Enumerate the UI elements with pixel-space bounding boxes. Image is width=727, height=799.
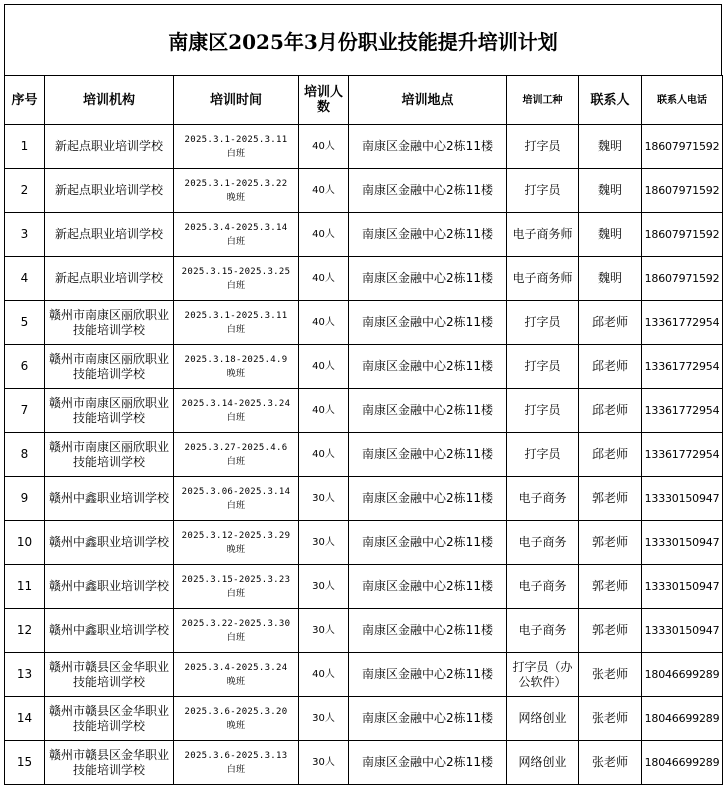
table-row xyxy=(5,169,723,213)
cell-org: 赣州市南康区丽欣职业技能培训学校 xyxy=(45,301,174,345)
table-row xyxy=(5,609,723,653)
cell-location: 南康区金融中心2栋11楼 xyxy=(349,345,507,389)
cell-phone: 13361772954 xyxy=(642,301,723,345)
training-plan-table xyxy=(4,75,723,785)
cell-time xyxy=(174,477,299,521)
cell-location: 南康区金融中心2栋11楼 xyxy=(349,433,507,477)
time-range: 2025.3.12-2025.3.29 xyxy=(181,530,291,541)
time-shift: 白班 xyxy=(226,588,246,599)
table-row xyxy=(5,213,723,257)
cell-type: 打字员 xyxy=(507,169,579,213)
cell-phone: 13330150947 xyxy=(642,609,723,653)
table-row xyxy=(5,125,723,169)
time-shift: 白班 xyxy=(226,764,246,775)
cell-type: 打字员（办公软件） xyxy=(507,653,579,697)
cell-seq: 3 xyxy=(5,213,45,257)
cell-type: 打字员 xyxy=(507,125,579,169)
time-range: 2025.3.18-2025.4.9 xyxy=(184,354,288,365)
cell-org: 新起点职业培训学校 xyxy=(45,125,174,169)
cell-contact: 张老师 xyxy=(579,741,642,785)
cell-org: 赣州中鑫职业培训学校 xyxy=(45,609,174,653)
header-phone: 联系人电话 xyxy=(642,76,723,125)
cell-type: 电子商务 xyxy=(507,521,579,565)
cell-location: 南康区金融中心2栋11楼 xyxy=(349,697,507,741)
cell-contact: 郭老师 xyxy=(579,565,642,609)
cell-time xyxy=(174,213,299,257)
cell-contact: 张老师 xyxy=(579,697,642,741)
table-row xyxy=(5,301,723,345)
cell-org: 赣州市南康区丽欣职业技能培训学校 xyxy=(45,433,174,477)
header-org: 培训机构 xyxy=(45,76,174,125)
cell-time xyxy=(174,433,299,477)
header-location: 培训地点 xyxy=(349,76,507,125)
cell-seq: 13 xyxy=(5,653,45,697)
cell-type: 网络创业 xyxy=(507,697,579,741)
cell-contact: 魏明 xyxy=(579,257,642,301)
cell-location: 南康区金融中心2栋11楼 xyxy=(349,389,507,433)
cell-phone: 13330150947 xyxy=(642,477,723,521)
cell-time xyxy=(174,653,299,697)
cell-org: 新起点职业培训学校 xyxy=(45,257,174,301)
cell-seq: 7 xyxy=(5,389,45,433)
cell-people: 40人 xyxy=(299,213,349,257)
table-body xyxy=(5,125,723,785)
cell-location: 南康区金融中心2栋11楼 xyxy=(349,565,507,609)
cell-contact: 魏明 xyxy=(579,213,642,257)
time-range: 2025.3.15-2025.3.25 xyxy=(181,266,291,277)
time-range: 2025.3.15-2025.3.23 xyxy=(181,574,291,585)
time-range: 2025.3.4-2025.3.24 xyxy=(184,662,288,673)
time-shift: 晚班 xyxy=(226,676,246,687)
cell-seq: 1 xyxy=(5,125,45,169)
cell-org: 赣州中鑫职业培训学校 xyxy=(45,565,174,609)
cell-phone: 18607971592 xyxy=(642,125,723,169)
cell-people: 30人 xyxy=(299,521,349,565)
time-shift: 晚班 xyxy=(226,192,246,203)
cell-location: 南康区金融中心2栋11楼 xyxy=(349,521,507,565)
time-shift: 白班 xyxy=(226,456,246,467)
time-shift: 晚班 xyxy=(226,720,246,731)
cell-phone: 18046699289 xyxy=(642,653,723,697)
cell-seq: 5 xyxy=(5,301,45,345)
time-shift: 白班 xyxy=(226,632,246,643)
cell-location: 南康区金融中心2栋11楼 xyxy=(349,257,507,301)
cell-seq: 6 xyxy=(5,345,45,389)
cell-phone: 13361772954 xyxy=(642,389,723,433)
cell-org: 赣州市赣县区金华职业技能培训学校 xyxy=(45,653,174,697)
table-row xyxy=(5,741,723,785)
cell-org: 新起点职业培训学校 xyxy=(45,213,174,257)
cell-people: 30人 xyxy=(299,477,349,521)
cell-people: 30人 xyxy=(299,565,349,609)
table-row xyxy=(5,697,723,741)
cell-time xyxy=(174,521,299,565)
time-shift: 白班 xyxy=(226,500,246,511)
time-shift: 白班 xyxy=(226,148,246,159)
time-shift: 白班 xyxy=(226,236,246,247)
header-time: 培训时间 xyxy=(174,76,299,125)
page-title: 南康区2025年3月份职业技能提升培训计划 xyxy=(4,4,722,75)
cell-type: 打字员 xyxy=(507,345,579,389)
cell-phone: 13330150947 xyxy=(642,565,723,609)
cell-time xyxy=(174,169,299,213)
cell-contact: 张老师 xyxy=(579,653,642,697)
cell-type: 电子商务 xyxy=(507,609,579,653)
cell-location: 南康区金融中心2栋11楼 xyxy=(349,609,507,653)
cell-phone: 18046699289 xyxy=(642,741,723,785)
cell-phone: 18607971592 xyxy=(642,213,723,257)
cell-seq: 14 xyxy=(5,697,45,741)
cell-phone: 13361772954 xyxy=(642,433,723,477)
cell-seq: 4 xyxy=(5,257,45,301)
time-range: 2025.3.1-2025.3.11 xyxy=(184,310,288,321)
cell-time xyxy=(174,609,299,653)
cell-people: 40人 xyxy=(299,169,349,213)
cell-people: 40人 xyxy=(299,301,349,345)
table-row xyxy=(5,389,723,433)
cell-org: 赣州中鑫职业培训学校 xyxy=(45,477,174,521)
cell-location: 南康区金融中心2栋11楼 xyxy=(349,169,507,213)
cell-time xyxy=(174,565,299,609)
time-range: 2025.3.6-2025.3.20 xyxy=(184,706,288,717)
cell-people: 30人 xyxy=(299,741,349,785)
time-range: 2025.3.4-2025.3.14 xyxy=(184,222,288,233)
cell-people: 30人 xyxy=(299,697,349,741)
time-range: 2025.3.1-2025.3.22 xyxy=(184,178,288,189)
table-row xyxy=(5,653,723,697)
cell-org: 赣州市赣县区金华职业技能培训学校 xyxy=(45,741,174,785)
cell-contact: 郭老师 xyxy=(579,609,642,653)
cell-location: 南康区金融中心2栋11楼 xyxy=(349,477,507,521)
cell-org: 赣州市南康区丽欣职业技能培训学校 xyxy=(45,389,174,433)
table-row xyxy=(5,345,723,389)
cell-people: 40人 xyxy=(299,345,349,389)
header-seq: 序号 xyxy=(5,76,45,125)
cell-time xyxy=(174,125,299,169)
cell-people: 40人 xyxy=(299,125,349,169)
cell-type: 打字员 xyxy=(507,301,579,345)
cell-people: 40人 xyxy=(299,653,349,697)
table-row xyxy=(5,433,723,477)
cell-time xyxy=(174,301,299,345)
cell-type: 网络创业 xyxy=(507,741,579,785)
cell-people: 40人 xyxy=(299,257,349,301)
cell-org: 赣州市南康区丽欣职业技能培训学校 xyxy=(45,345,174,389)
time-range: 2025.3.27-2025.4.6 xyxy=(184,442,288,453)
cell-type: 电子商务师 xyxy=(507,213,579,257)
cell-location: 南康区金融中心2栋11楼 xyxy=(349,653,507,697)
table-row xyxy=(5,521,723,565)
time-range: 2025.3.06-2025.3.14 xyxy=(181,486,291,497)
cell-org: 赣州中鑫职业培训学校 xyxy=(45,521,174,565)
cell-seq: 10 xyxy=(5,521,45,565)
cell-seq: 12 xyxy=(5,609,45,653)
cell-contact: 邱老师 xyxy=(579,433,642,477)
cell-contact: 邱老师 xyxy=(579,389,642,433)
cell-seq: 11 xyxy=(5,565,45,609)
cell-location: 南康区金融中心2栋11楼 xyxy=(349,213,507,257)
time-shift: 晚班 xyxy=(226,544,246,555)
cell-type: 打字员 xyxy=(507,389,579,433)
cell-people: 40人 xyxy=(299,389,349,433)
header-contact: 联系人 xyxy=(579,76,642,125)
cell-time xyxy=(174,389,299,433)
header-people: 培训人数 xyxy=(299,76,349,125)
cell-seq: 9 xyxy=(5,477,45,521)
cell-time xyxy=(174,345,299,389)
cell-contact: 邱老师 xyxy=(579,345,642,389)
cell-org: 赣州市赣县区金华职业技能培训学校 xyxy=(45,697,174,741)
cell-time xyxy=(174,257,299,301)
time-range: 2025.3.1-2025.3.11 xyxy=(184,134,288,145)
cell-type: 电子商务 xyxy=(507,565,579,609)
time-shift: 晚班 xyxy=(226,368,246,379)
cell-time xyxy=(174,697,299,741)
cell-type: 打字员 xyxy=(507,433,579,477)
time-shift: 白班 xyxy=(226,412,246,423)
cell-type: 电子商务师 xyxy=(507,257,579,301)
time-range: 2025.3.22-2025.3.30 xyxy=(181,618,291,629)
cell-location: 南康区金融中心2栋11楼 xyxy=(349,301,507,345)
cell-org: 新起点职业培训学校 xyxy=(45,169,174,213)
time-range: 2025.3.14-2025.3.24 xyxy=(181,398,291,409)
time-range: 2025.3.6-2025.3.13 xyxy=(184,750,288,761)
cell-phone: 18607971592 xyxy=(642,257,723,301)
cell-phone: 18046699289 xyxy=(642,697,723,741)
cell-type: 电子商务 xyxy=(507,477,579,521)
cell-location: 南康区金融中心2栋11楼 xyxy=(349,125,507,169)
time-shift: 白班 xyxy=(226,280,246,291)
cell-time xyxy=(174,741,299,785)
training-plan-sheet xyxy=(4,4,722,785)
cell-contact: 邱老师 xyxy=(579,301,642,345)
cell-contact: 郭老师 xyxy=(579,521,642,565)
cell-contact: 魏明 xyxy=(579,125,642,169)
cell-phone: 13361772954 xyxy=(642,345,723,389)
table-row xyxy=(5,257,723,301)
cell-contact: 郭老师 xyxy=(579,477,642,521)
table-header-row xyxy=(5,76,723,125)
cell-seq: 2 xyxy=(5,169,45,213)
cell-seq: 15 xyxy=(5,741,45,785)
cell-seq: 8 xyxy=(5,433,45,477)
cell-people: 40人 xyxy=(299,433,349,477)
cell-people: 30人 xyxy=(299,609,349,653)
cell-phone: 13330150947 xyxy=(642,521,723,565)
table-row xyxy=(5,477,723,521)
header-type: 培训工种 xyxy=(507,76,579,125)
cell-phone: 18607971592 xyxy=(642,169,723,213)
table-row xyxy=(5,565,723,609)
time-shift: 白班 xyxy=(226,324,246,335)
cell-location: 南康区金融中心2栋11楼 xyxy=(349,741,507,785)
cell-contact: 魏明 xyxy=(579,169,642,213)
